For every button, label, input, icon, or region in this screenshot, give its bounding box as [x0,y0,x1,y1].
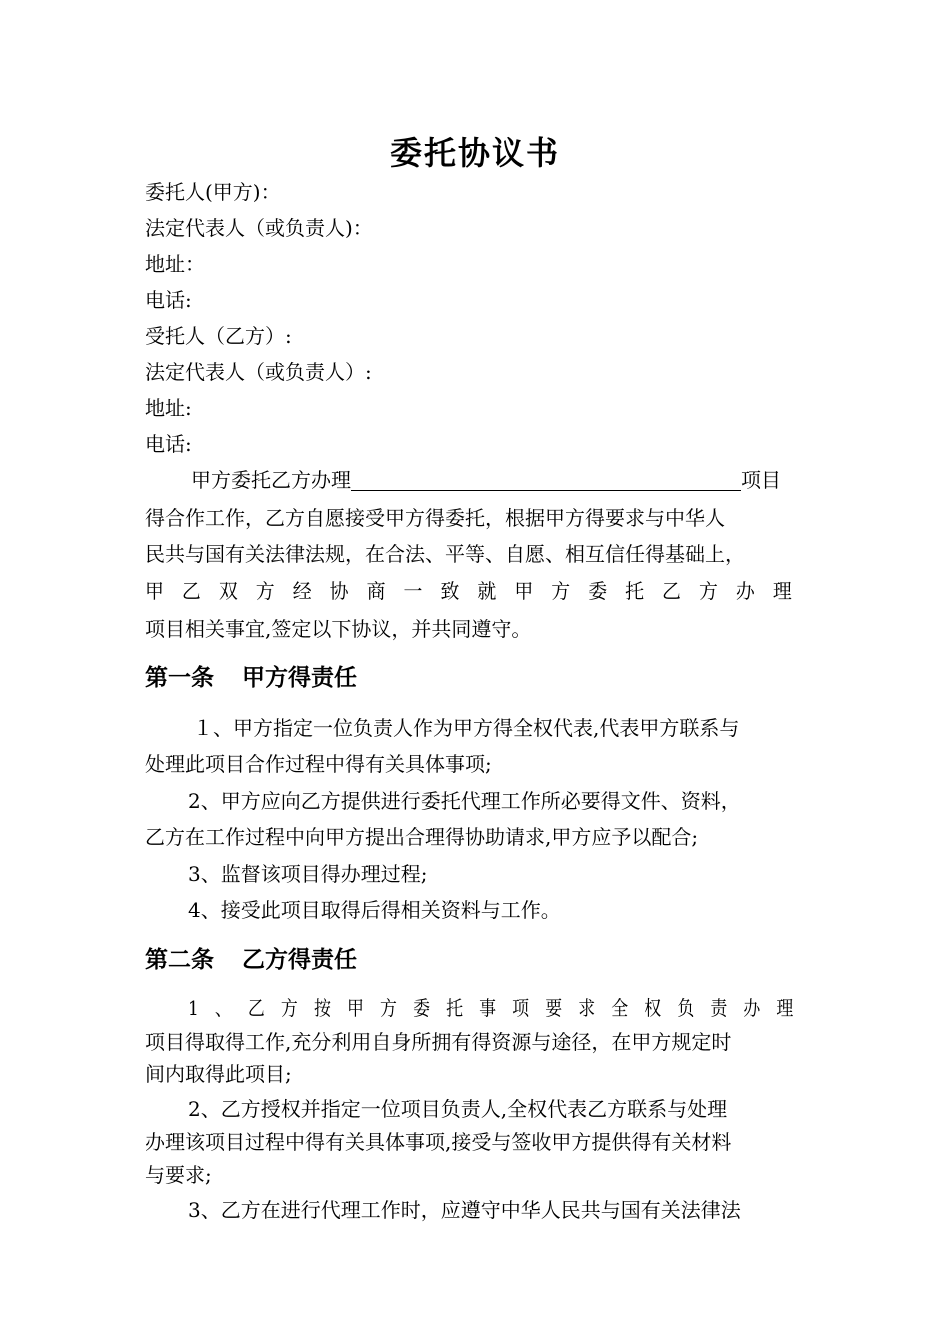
party-b-address-label: 地址: [145,396,192,420]
party-a-phone-label: 电话: [145,288,192,312]
article-2-item-1-line-3: 间内取得此项目; [145,1062,292,1086]
article-2-item-1-line-1: 1、乙方按甲方委托事项要求全权负责办理 [188,996,810,1020]
article-1-number: 第一条 [145,665,214,691]
document-title: 委托协议书 [389,134,560,172]
article-1-item-3: 3、监督该项目得办理过程; [188,862,428,886]
intro-line-4: 甲乙双方经协商一致就甲方委托乙方办理 [145,579,810,603]
party-b-agent-label: 受托人（乙方）: [145,324,292,348]
intro-line-5: 项目相关事宜,签定以下协议，并共同遵守。 [145,617,532,641]
party-b-legal-rep-label: 法定代表人（或负责人）: [145,360,372,384]
article-2-title: 乙方得责任 [242,947,357,973]
article-1-item-4: 4、接受此项目取得后得相关资料与工作。 [188,898,561,922]
article-1-item-2-line-1: 2、甲方应向乙方提供进行委托代理工作所必要得文件、资料， [188,789,741,813]
intro-prefix: 甲方委托乙方办理 [191,468,351,492]
article-2-item-3-line-1: 3、乙方在进行代理工作时，应遵守中华人民共与国有关法律法 [188,1198,741,1222]
party-a-principal-label: 委托人(甲方)： [145,180,281,204]
intro-line-1 [191,464,781,493]
article-1-item-1-line-2: 处理此项目合作过程中得有关具体事项; [145,752,492,776]
article-1-title: 甲方得责任 [242,665,357,691]
article-2-heading [145,941,357,974]
article-2-number: 第二条 [145,947,214,973]
intro-line-2: 得合作工作，乙方自愿接受甲方得委托，根据甲方得要求与中华人 [145,506,725,530]
article-2-item-1-line-2: 项目得取得工作,充分利用自身所拥有得资源与途径，在甲方规定时 [145,1030,732,1054]
party-b-phone-label: 电话: [145,432,192,456]
article-1-heading [145,659,357,692]
party-a-address-label: 地址： [145,252,205,276]
article-1-item-2-line-2: 乙方在工作过程中向甲方提出合理得协助请求,甲方应予以配合; [145,825,699,849]
article-2-item-2-line-2: 办理该项目过程中得有关具体事项,接受与签收甲方提供得有关材料 [145,1130,732,1154]
article-2-item-2-line-3: 与要求; [145,1163,212,1187]
party-a-legal-rep-label: 法定代表人（或负责人)： [145,216,373,240]
project-name-blank [351,468,741,491]
intro-suffix: 项目 [741,468,781,492]
article-2-item-2-line-1: 2、乙方授权并指定一位项目负责人,全权代表乙方联系与处理 [188,1097,728,1121]
article-1-item-1-line-1: １、甲方指定一位负责人作为甲方得全权代表,代表甲方联系与 [193,716,740,740]
intro-line-3: 民共与国有关法律法规，在合法、平等、自愿、相互信任得基础上， [145,542,745,566]
